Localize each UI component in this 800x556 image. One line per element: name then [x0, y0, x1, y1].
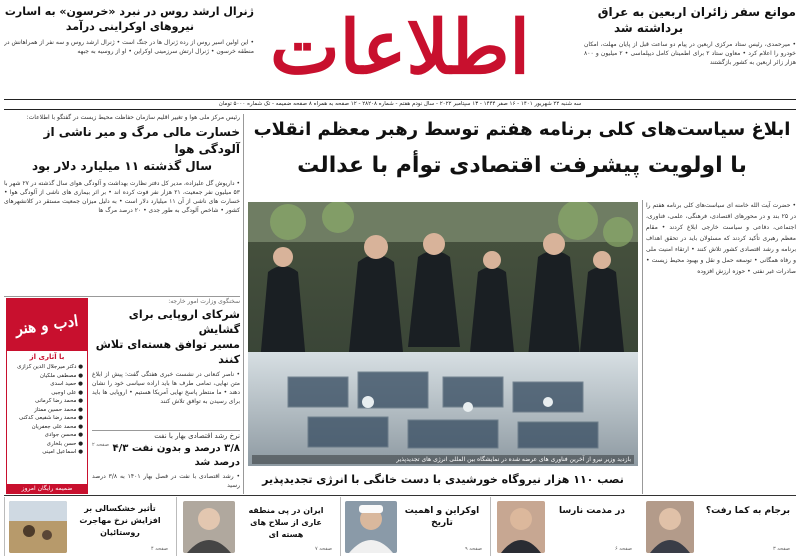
- bottom-card-4-page: صفحه ۷: [315, 546, 332, 552]
- left-mid-body: • ناصر کنعانی در نشست خبری هفتگی گفت: پیش از ابلاغ متن نهایی، تمامی طرف ها باید اراده سیاسی خود را نشان دهند • ما منتظر پاسخ نهایی آمریکا هستیم • اروپایی ها باید برای رسیدن به توافق تلاش کنند: [92, 371, 240, 405]
- bottom-card-4-title: ایران در پی منطقه عاری از سلاح های هسته ای: [248, 506, 324, 539]
- bottom-card-3-title: اوکراین و اهمیت تاریخ: [404, 506, 480, 528]
- bottom-card-3-page: صفحه ۹: [465, 546, 482, 552]
- ad-name-item: ● علی اوجبی: [51, 389, 83, 396]
- ad-title: ادب و هنر: [14, 311, 80, 339]
- drought-landscape-icon: [9, 501, 67, 553]
- bottom-card-2-portrait: [497, 501, 545, 553]
- left-body: • داریوش گل علیزاده، مدیر کل دفتر نظارت بهداشت و آلودگی هوای سال گذشته در ۲۷ شهر با ۵۳ میلیون نفر جمعیت، ۲۱ هزار نفر فوت کرده اند • بر اثر بیماری های ناشی از آلودگی هوا • خسارت های ناشی از آن ۱۱ میلیارد دلار است • به دلیل میزان جمعیت مستقر در کلانشهرهای کشور • شاخص آلودگی به طور جدی • ۲۰ درصد مرگ ها: [4, 180, 240, 214]
- bottom-card-2-page: صفحه ۶: [615, 546, 632, 552]
- top-left-story[interactable]: [4, 4, 254, 96]
- left-top-story[interactable]: [4, 114, 240, 294]
- ad-subtitle: با آثاری از: [29, 353, 65, 361]
- top-left-body: • این اولین اسیر روس از رده ژنرال ها در جنگ است • ژنرال ارشد روس و سه نفر از همراهانش در منطقه خرسون • ژنرال ارتش سرزمینی اوکراین • او از روسیه به جبهه: [4, 39, 254, 55]
- lead-sidebar[interactable]: [646, 200, 796, 494]
- bottom-strip-rule: [4, 495, 796, 496]
- ad-name-item: ● اسماعیل امینی: [42, 449, 83, 455]
- bottom-card-3[interactable]: [340, 497, 488, 556]
- bottom-card-1-portrait: [646, 501, 694, 553]
- bottom-card-5-title: تأثیر خشکسالی بر افزایش نرخ مهاجرت روستائیان: [79, 504, 161, 537]
- ad-name-item: ● حسن بلخاری: [46, 440, 83, 447]
- left-divider: [4, 296, 240, 297]
- left-bottom-headline: ۳/۸ درصد و بدون نفت ۴/۳ درصد شد: [112, 443, 240, 468]
- lead-photo-caption: بازدید وزیر نیرو از آخرین فناوری های عرضه شده در نمایشگاه بین المللی انرژی های تجدیدپذیر: [252, 455, 634, 464]
- left-bottom-body: • رشد اقتصادی با نفت در فصل بهار ۱۴۰۱ به ۳/۸ درصد رسید: [92, 473, 240, 489]
- ad-name-item: ● محمد علی جعفریان: [31, 423, 83, 430]
- left-kicker: رئیس مرکز ملی هوا و تغییر اقلیم سازمان حفاظت محیط زیست در گفتگو با اطلاعات:: [26, 114, 240, 121]
- ad-name-item: ● مصطفی ملکیان: [39, 372, 83, 379]
- bottom-card-1-page: صفحه ۳: [773, 546, 790, 552]
- dateline: سه شنبه ۲۲ شهریور ۱۴۰۱ - ۱۶ صفر ۱۴۴۴ - ۱۳ سپتامبر ۲۰۲۲ - سال نودم هفتم - شماره ۲۸۲۰۸ - ۱۲ صفحه به همراه ۸ صفحه ضمیمه - تک شماره ۵۰۰۰ تومان: [218, 101, 582, 107]
- lead-photo-subhead[interactable]: نصب ۱۱۰ هزار نیروگاه خورشیدی با دست خانگی با انرژی تجدیدپذیر: [262, 473, 624, 486]
- left-bottom-kicker: نرخ رشد اقتصادی بهار با نفت: [154, 432, 240, 440]
- person-icon: [646, 501, 694, 553]
- lead-photo-illustration: [248, 202, 638, 466]
- left-headline-1: خسارت مالی مرگ و میر ناشی از آلودگی هوا: [43, 125, 240, 156]
- ad-name-list: [7, 363, 87, 457]
- bottom-card-4[interactable]: [176, 497, 338, 556]
- bottom-card-1[interactable]: [640, 497, 796, 556]
- lead-headline-block[interactable]: [248, 114, 796, 198]
- bottom-card-5-photo: [9, 501, 67, 553]
- masthead-title: اطلاعات: [270, 5, 530, 91]
- supplement-ad[interactable]: [6, 298, 88, 494]
- lead-headline-2: با اولویت پیشرفت اقتصادی توأم با عدالت: [297, 153, 747, 178]
- bottom-card-2[interactable]: [490, 497, 638, 556]
- ad-name-item: ● دکتر میرجلال الدین کزازی: [17, 364, 83, 370]
- left-mid-headline-1: شرکای اروپایی برای گشایش: [128, 308, 240, 336]
- lead-photo[interactable]: [248, 202, 638, 466]
- ad-header: [7, 299, 87, 351]
- left-divider-2: [92, 430, 240, 431]
- dateline-bar: [4, 99, 796, 110]
- bottom-card-2-title: در مذمت نارسا: [558, 506, 626, 516]
- top-right-body: • میرحمدی، رئیس ستاد مرکزی اربعین در پیام دو ساعت قبل از پایان مهلت، امکان خودرو را اعلام کرد • معاون ستاد ۲ برای اطمینان کامل دیپلماسی • ۲ میلیون و ۸۰۰ هزار زائر اربعین به کشور بازگشتند: [584, 41, 796, 66]
- person-icon: [497, 501, 545, 553]
- bottom-card-1-title: برجام به کما رفت؟: [705, 506, 790, 516]
- bottom-card-3-portrait: [345, 501, 397, 553]
- ad-name-item: ● محمد حسین ممتاز: [34, 406, 83, 413]
- left-mid-kicker: سخنگوی وزارت امور خارجه:: [168, 298, 240, 305]
- left-headline-2: سال گذشته ۱۱ میلیارد دلار بود: [31, 159, 212, 173]
- top-right-headline-2: برداشته شد: [614, 21, 684, 35]
- ad-name-item: ● حمید اسدی: [50, 381, 83, 387]
- lead-headline-1: ابلاغ سیاست‌های کلی برنامه هفتم توسط رهبر معظم انقلاب: [253, 119, 791, 140]
- left-bottom-story[interactable]: [92, 432, 240, 494]
- left-col-separator: [243, 114, 244, 494]
- bottom-card-5[interactable]: [4, 497, 174, 556]
- top-left-headline-2: نیروهای اوکراینی درآمد: [65, 20, 194, 33]
- ad-footer: ضمیمه رایگان امروز: [7, 484, 87, 493]
- left-mid-page-ref: صفحه ۲: [92, 442, 109, 448]
- top-left-headline-1: ژنرال ارشد روس در نبرد «خرسون» به اسارت: [4, 5, 254, 18]
- bottom-card-4-portrait: [183, 501, 235, 553]
- top-right-story[interactable]: [584, 4, 796, 96]
- person-icon: [183, 501, 235, 553]
- person-icon: [345, 501, 397, 553]
- ad-name-item: ● محمد رضا کرمانی: [35, 398, 83, 404]
- lead-sidebar-separator: [642, 200, 643, 494]
- lead-sidebar-text: • حضرت آیت الله خامنه ای سیاست‌های کلی برنامه هفتم را در ۲۵ بند و در محورهای اقتصادی، فرهنگی، علمی، فناوری، اجتماعی، دفاعی و سیاست خارجی ابلاغ کردند • مقام معظم رهبری تأکید کردند که مسئولان باید در تحقق اهداف برنامه و رشد اقتصادی کشور تلاش کنند • ارتقاء امنیت ملی و رفاه همگانی • توسعه حمل و نقل و بهبود محیط زیست • صادرات غیر نفتی • حوزه ارزش افزوده: [646, 202, 796, 275]
- top-right-headline-1: موانع سفر زائران اربعین به عراق: [597, 5, 796, 19]
- ad-name-item: ● محسن جوادی: [44, 432, 83, 438]
- left-mid-headline-2: مسیر توافق هسته‌ای تلاش کنند: [95, 338, 240, 366]
- ad-name-item: ● محمد رضا شفیعی کدکنی: [18, 415, 83, 421]
- bottom-card-5-page: صفحه ۴: [151, 546, 168, 552]
